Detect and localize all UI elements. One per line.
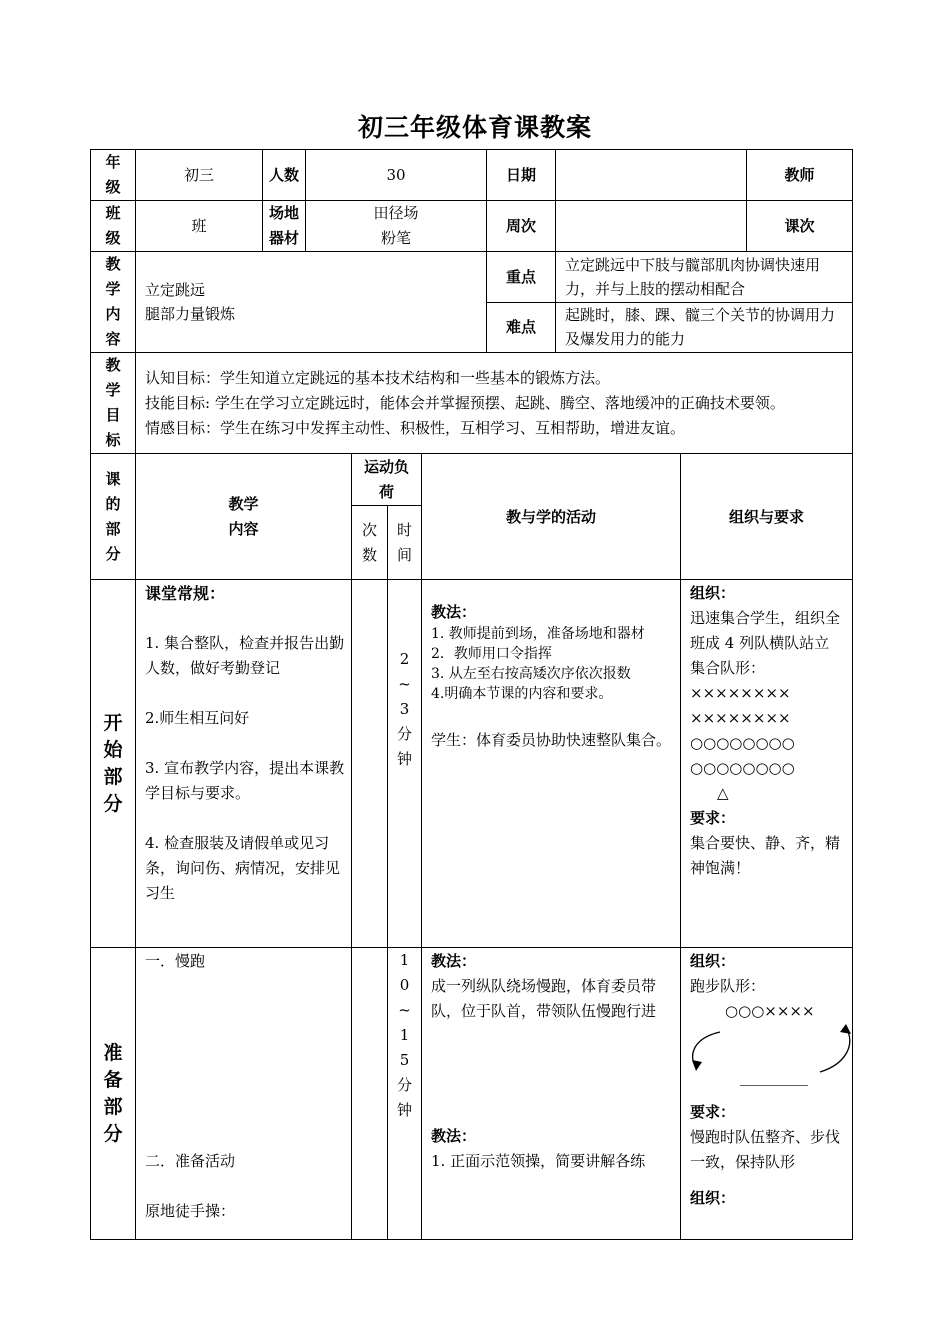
section2-org-cell: [681, 948, 853, 1240]
class-value: 班: [136, 201, 263, 252]
section1-method-item: 4.明确本节课的内容和要求。: [431, 686, 613, 702]
section2-req-label: 要求：: [690, 1103, 736, 1121]
run-loop-diagram: [686, 1024, 858, 1086]
count-label: 人数: [263, 150, 306, 201]
venue-label-cell: 场地 器材: [263, 201, 306, 252]
key-text: 立定跳远中下肢与髋部肌肉协调快速用力，并与上肢的摆动相配合: [556, 252, 853, 303]
section2-activity-cell: [422, 948, 681, 1240]
formation-row: ××××××××: [690, 684, 791, 702]
section1-content-item: 2.师生相互问好: [145, 709, 250, 727]
col-duration-header: 时 间: [388, 506, 422, 580]
section1-method-item: 3. 从左至右按高矮次序依次报数: [431, 666, 631, 682]
date-value: [556, 150, 747, 201]
section2-name-cell: 准 备 部 分: [91, 948, 136, 1240]
count-value: 30: [306, 150, 487, 201]
section2-req-text: 慢跑时队伍整齐、步伐一致，保持队形: [690, 1128, 841, 1171]
content-item: 立定跳远: [145, 281, 206, 299]
left-arrow-head: [692, 1060, 702, 1071]
lesson-plan-table: [90, 149, 853, 1240]
teacher-triangle-icon: △: [717, 784, 729, 802]
goal-item: 技能目标: 学生在学习立定跳远时，能体会并掌握预摆、起跳、腾空、落地缓冲的正确技术要领。: [145, 393, 785, 412]
section2-item: 二．准备活动: [145, 1152, 236, 1170]
col-organization-header: 组织与要求: [681, 454, 853, 580]
section1-content-title: 课堂常规：: [145, 584, 226, 603]
goals-label-cell: 教 学 目 标: [91, 353, 136, 454]
teacher-label: 教师: [747, 150, 853, 201]
right-curve-arrow: [820, 1028, 850, 1072]
section2-content-cell: [136, 948, 352, 1240]
date-label: 日期: [487, 150, 556, 201]
key-label: 重点: [487, 252, 556, 303]
formation-row: ××××××××: [690, 709, 791, 727]
section1-req-text: 集合要快、静、齐，精神饱满！: [690, 834, 841, 877]
grade-label-cell: 年 级: [91, 150, 136, 201]
section1-org-label: 组织：: [690, 584, 736, 602]
section2-times: [352, 948, 388, 1240]
section2-method2-label: 教法：: [431, 1127, 477, 1145]
section2-run-label: 跑步队形：: [690, 977, 766, 995]
formation-row: ○○○○○○○○: [690, 759, 795, 777]
goals-cell: [136, 353, 853, 454]
content-item: 腿部力量锻炼: [145, 305, 236, 323]
section2-method-text: 成一列纵队绕场慢跑，体育委员带队，位于队首，带领队伍慢跑行进: [431, 977, 657, 1020]
section2-org2-label: 组织：: [690, 1189, 736, 1207]
section1-name-cell: 开 始 部 分: [91, 580, 136, 948]
col-content-header: 教学 内容: [136, 454, 352, 580]
week-value: [556, 201, 747, 252]
section2-org-label: 组织：: [690, 952, 736, 970]
section1-method-label: 教法：: [431, 603, 477, 621]
venue-value-cell: 田径场 粉笔: [306, 201, 487, 252]
week-label: 周次: [487, 201, 556, 252]
section1-org-text: 迅速集合学生，组织全班成 4 列队横队站立: [690, 609, 841, 652]
section1-org-cell: [681, 580, 853, 948]
section1-activity-cell: [422, 580, 681, 948]
difficulty-label: 难点: [487, 302, 556, 353]
goal-item: 情感目标：学生在练习中发挥主动性、积极性，互相学习、互相帮助，增进友谊。: [145, 418, 686, 437]
col-times-header: 次 数: [352, 506, 388, 580]
right-arrow-head: [840, 1024, 851, 1034]
section1-method-item: 2．教师用口令指挥: [431, 646, 552, 662]
section1-content-item: 1. 集合整队，检查并报告出勤人数，做好考勤登记: [145, 634, 345, 677]
section2-method2-text: 1. 正面示范领操，简要讲解各练: [431, 1152, 646, 1170]
lesson-label: 课次: [747, 201, 853, 252]
section1-content-item: 3. 宣布教学内容，提出本课教学目标与要求。: [145, 759, 345, 802]
goal-item: 认知目标：学生知道立定跳远的基本技术结构和一些基本的锻炼方法。: [145, 368, 611, 387]
formation-row: ○○○○○○○○: [690, 734, 795, 752]
section1-req-label: 要求：: [690, 809, 736, 827]
section1-formation-label: 集合队形：: [690, 659, 766, 677]
page-title: 初三年级体育课教案: [357, 113, 592, 142]
section1-method-item: 1. 教师提前到场，准备场地和器材: [431, 626, 645, 642]
section1-times: [352, 580, 388, 948]
section2-item: 一．慢跑: [145, 952, 206, 970]
content-items-cell: [136, 252, 487, 353]
difficulty-text: 起跳时，膝、踝、髋三个关节的协调用力及爆发用力的能力: [556, 302, 853, 353]
col-load-header: 运动负 荷: [352, 454, 422, 506]
section1-content-item: 4. 检查服装及请假单或见习条，询问伤、病情况，安排见习生: [145, 834, 341, 902]
run-formation-row: ○○○××××: [725, 1002, 815, 1020]
class-label-cell: 班 级: [91, 201, 136, 252]
section2-item: 原地徒手操：: [145, 1202, 236, 1220]
section1-student-text: 学生：体育委员协助快速整队集合。: [431, 731, 672, 749]
content-label-cell: 教 学 内 容: [91, 252, 136, 353]
grade-value: 初三: [136, 150, 263, 201]
section1-duration-cell: 2 ~ 3 分 钟: [388, 580, 422, 948]
section2-duration-cell: 1 0 ~ 1 5 分 钟: [388, 948, 422, 1240]
col-activity-header: 教与学的活动: [422, 454, 681, 580]
section2-method-label: 教法：: [431, 952, 477, 970]
section1-content-cell: [136, 580, 352, 948]
col-part-header: 课 的 部 分: [91, 454, 136, 580]
